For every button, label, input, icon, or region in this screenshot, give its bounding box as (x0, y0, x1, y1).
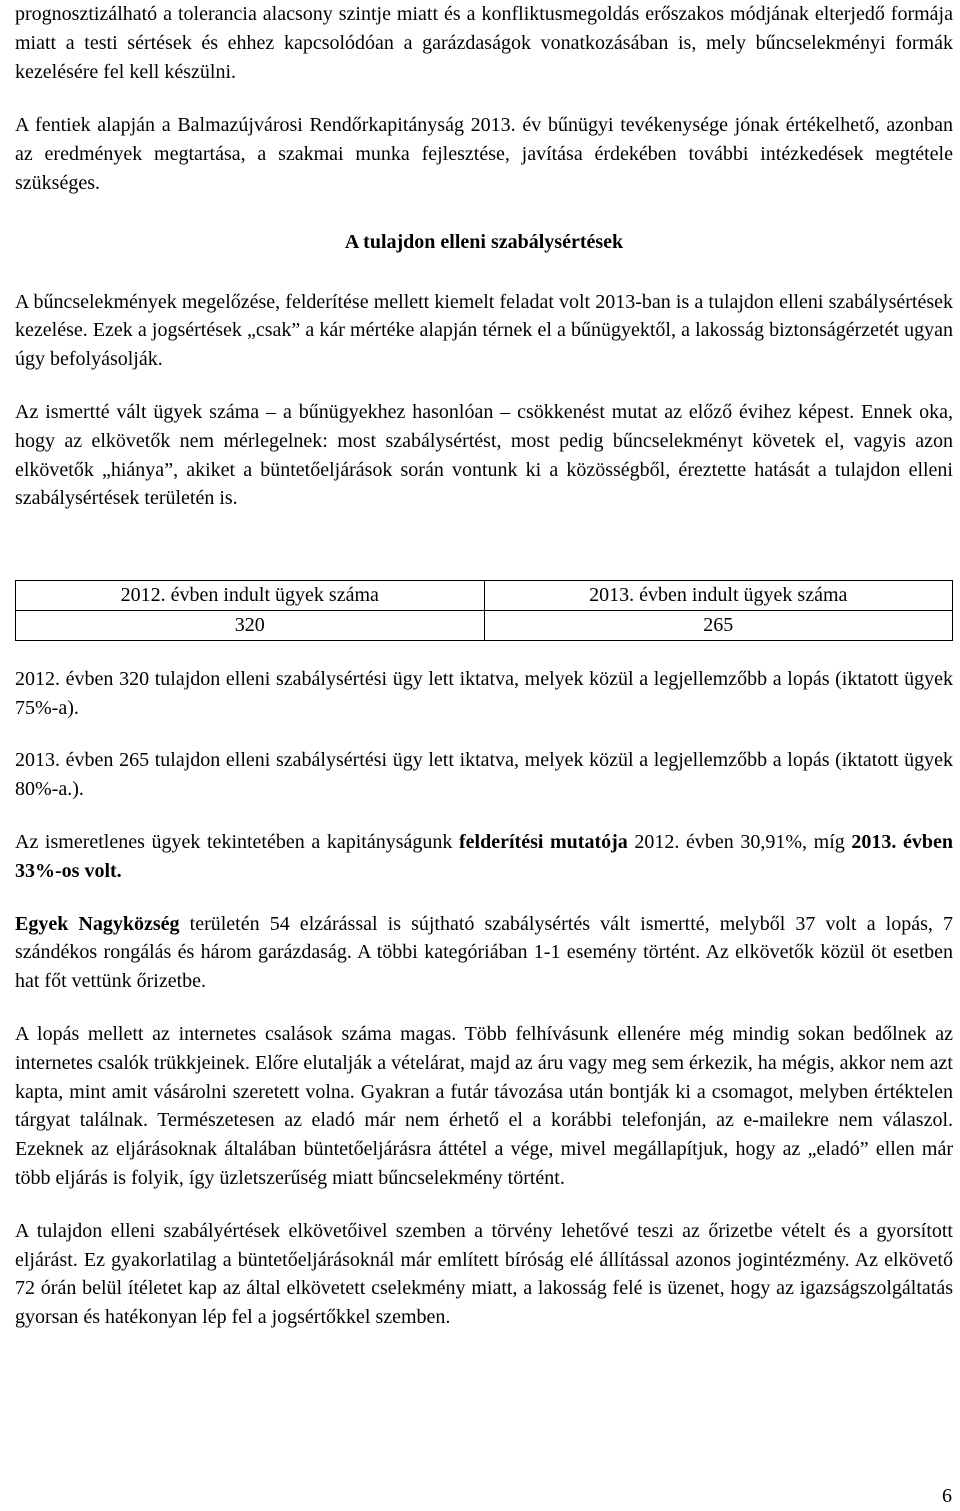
paragraph-egyek (15, 910, 953, 996)
detection-rate-bold-2: 2013. évben 33%-os volt. (15, 830, 954, 882)
paragraph-internet-fraud: A lopás mellett az internetes csalások száma magas. Több felhívásunk ellenére még mindig sokan bedőlnek az internetes csalók trükkjeinek. Előre elutalják a vételárat, majd az áru vagy meg sem érkezik, ha mégis, akkor nem azt kapta, mint amit vásárolni szeretett volna. Gyakran a futár távozása után bontják ki a csomagot, melyben értéktelen tárgyat találnak. Természetesen az eladó már nem érhető el a korábbi telefonján, az e-mailekre nem válaszol. Ezeknek az eljárásoknak általában büntetőeljárásra áttétel a vége, mivel megállapítjuk, hogy az „eladó” ellen már több eljárás is folyik, így üzletszerűség miatt bűncselekmény történt. (15, 1022, 953, 1189)
page-number: 6 (942, 1485, 952, 1507)
detection-rate-text-1: Az ismeretlenes ügyek tekintetében a kapitányságunk (15, 830, 459, 853)
paragraph-2012-cases: 2012. évben 320 tulajdon elleni szabálysértési ügy lett iktatva, melyek közül a legjellemzőbb a lopás (iktatott ügyek 75%-a). (15, 667, 953, 719)
section-heading: A tulajdon elleni szabálysértések (344, 230, 624, 253)
paragraph-property-offences: A bűncselekmények megelőzése, felderítése mellett kiemelt feladat volt 2013-ban is a tulajdon elleni szabálysértések kezelése. Ezek a jogsértések „csak” a kár mértéke alapján térnek el a bűnügyektől, a lakosság biztonságérzetét ugyan úgy befolyásolják. (15, 290, 953, 371)
paragraph-detection-rate (15, 828, 953, 886)
paragraph-2013-cases: 2013. évben 265 tulajdon elleni szabálysértési ügy lett iktatva, melyek közül a legjellemzőbb a lopás (iktatott ügyek 80%-a.). (15, 749, 953, 801)
detection-rate-text-2: 2012. évben 30,91%, míg (627, 830, 852, 853)
table-header-2012: 2012. évben indult ügyek száma (16, 581, 485, 611)
paragraph-evaluation: A fentiek alapján a Balmazújvárosi Rendőrkapitányság 2013. év bűnügyi tevékenysége jónak értékelhető, azonban az eredmények megtartása, a szakmai munka fejlesztése, javítása érdekében további intézkedések megtétele szükséges. (15, 114, 953, 194)
table-header-2013: 2013. évben indult ügyek száma (484, 581, 953, 611)
egyek-text: területén 54 elzárással is sújtható szabálysértés vált ismertté, melyből 37 volt a lopás, 7 szándékos rongálás és három garázdaság. A többi kategóriában 1-1 esemény történt. Az elkövetők közül öt esetben hat főt vettünk őrizetbe. (15, 912, 953, 993)
table-cell-2013: 265 (484, 610, 953, 640)
detection-rate-bold-1: felderítési mutatója (459, 830, 628, 853)
table-cell-2012: 320 (16, 610, 485, 640)
paragraph-case-count-decrease: Az ismertté vált ügyek száma – a bűnügyekhez hasonlóan – csökkenést mutat az előző évihez képest. Ennek oka, hogy az elkövetők nem mérlegelnek: most szabálysértést, most pedig bűncselekményt követek el, vagyis azon elkövetők „hiánya”, akiket a büntetőeljárások során vontunk ki a közösségből, éreztette hatását a tulajdon elleni szabálysértések területén is. (15, 400, 953, 510)
table-header-row (16, 581, 953, 611)
egyek-bold: Egyek Nagyközség (15, 912, 180, 935)
paragraph-violence-forecast: prognosztizálható a tolerancia alacsony szintje miatt és a konfliktusmegoldás erőszakos módjának elterjedő formája miatt a testi sértések és ehhez kapcsolódóan a garázdaságok vonatkozásában is, mely bűncselekményi formák kezelésére fel kell készülni. (15, 3, 953, 83)
table-row (16, 610, 953, 640)
paragraph-fast-track-procedure: A tulajdon elleni szabályértések elkövetőivel szemben a törvény lehetővé teszi az őrizetbe vételt és a gyorsított eljárást. Ez gyakorlatilag a büntetőeljárásoknál már említett bíróság elé állítással azonos jogintézmény. Az elkövető 72 órán belül ítéletet kap az által elkövetett cselekmény miatt, a lakosság felé is üzenet, hogy az igazságszolgáltatás gyorsan és hatékonyan lép fel a jogsértőkkel szemben. (15, 1219, 953, 1329)
case-count-table (15, 580, 953, 641)
document-page (15, 0, 953, 1332)
